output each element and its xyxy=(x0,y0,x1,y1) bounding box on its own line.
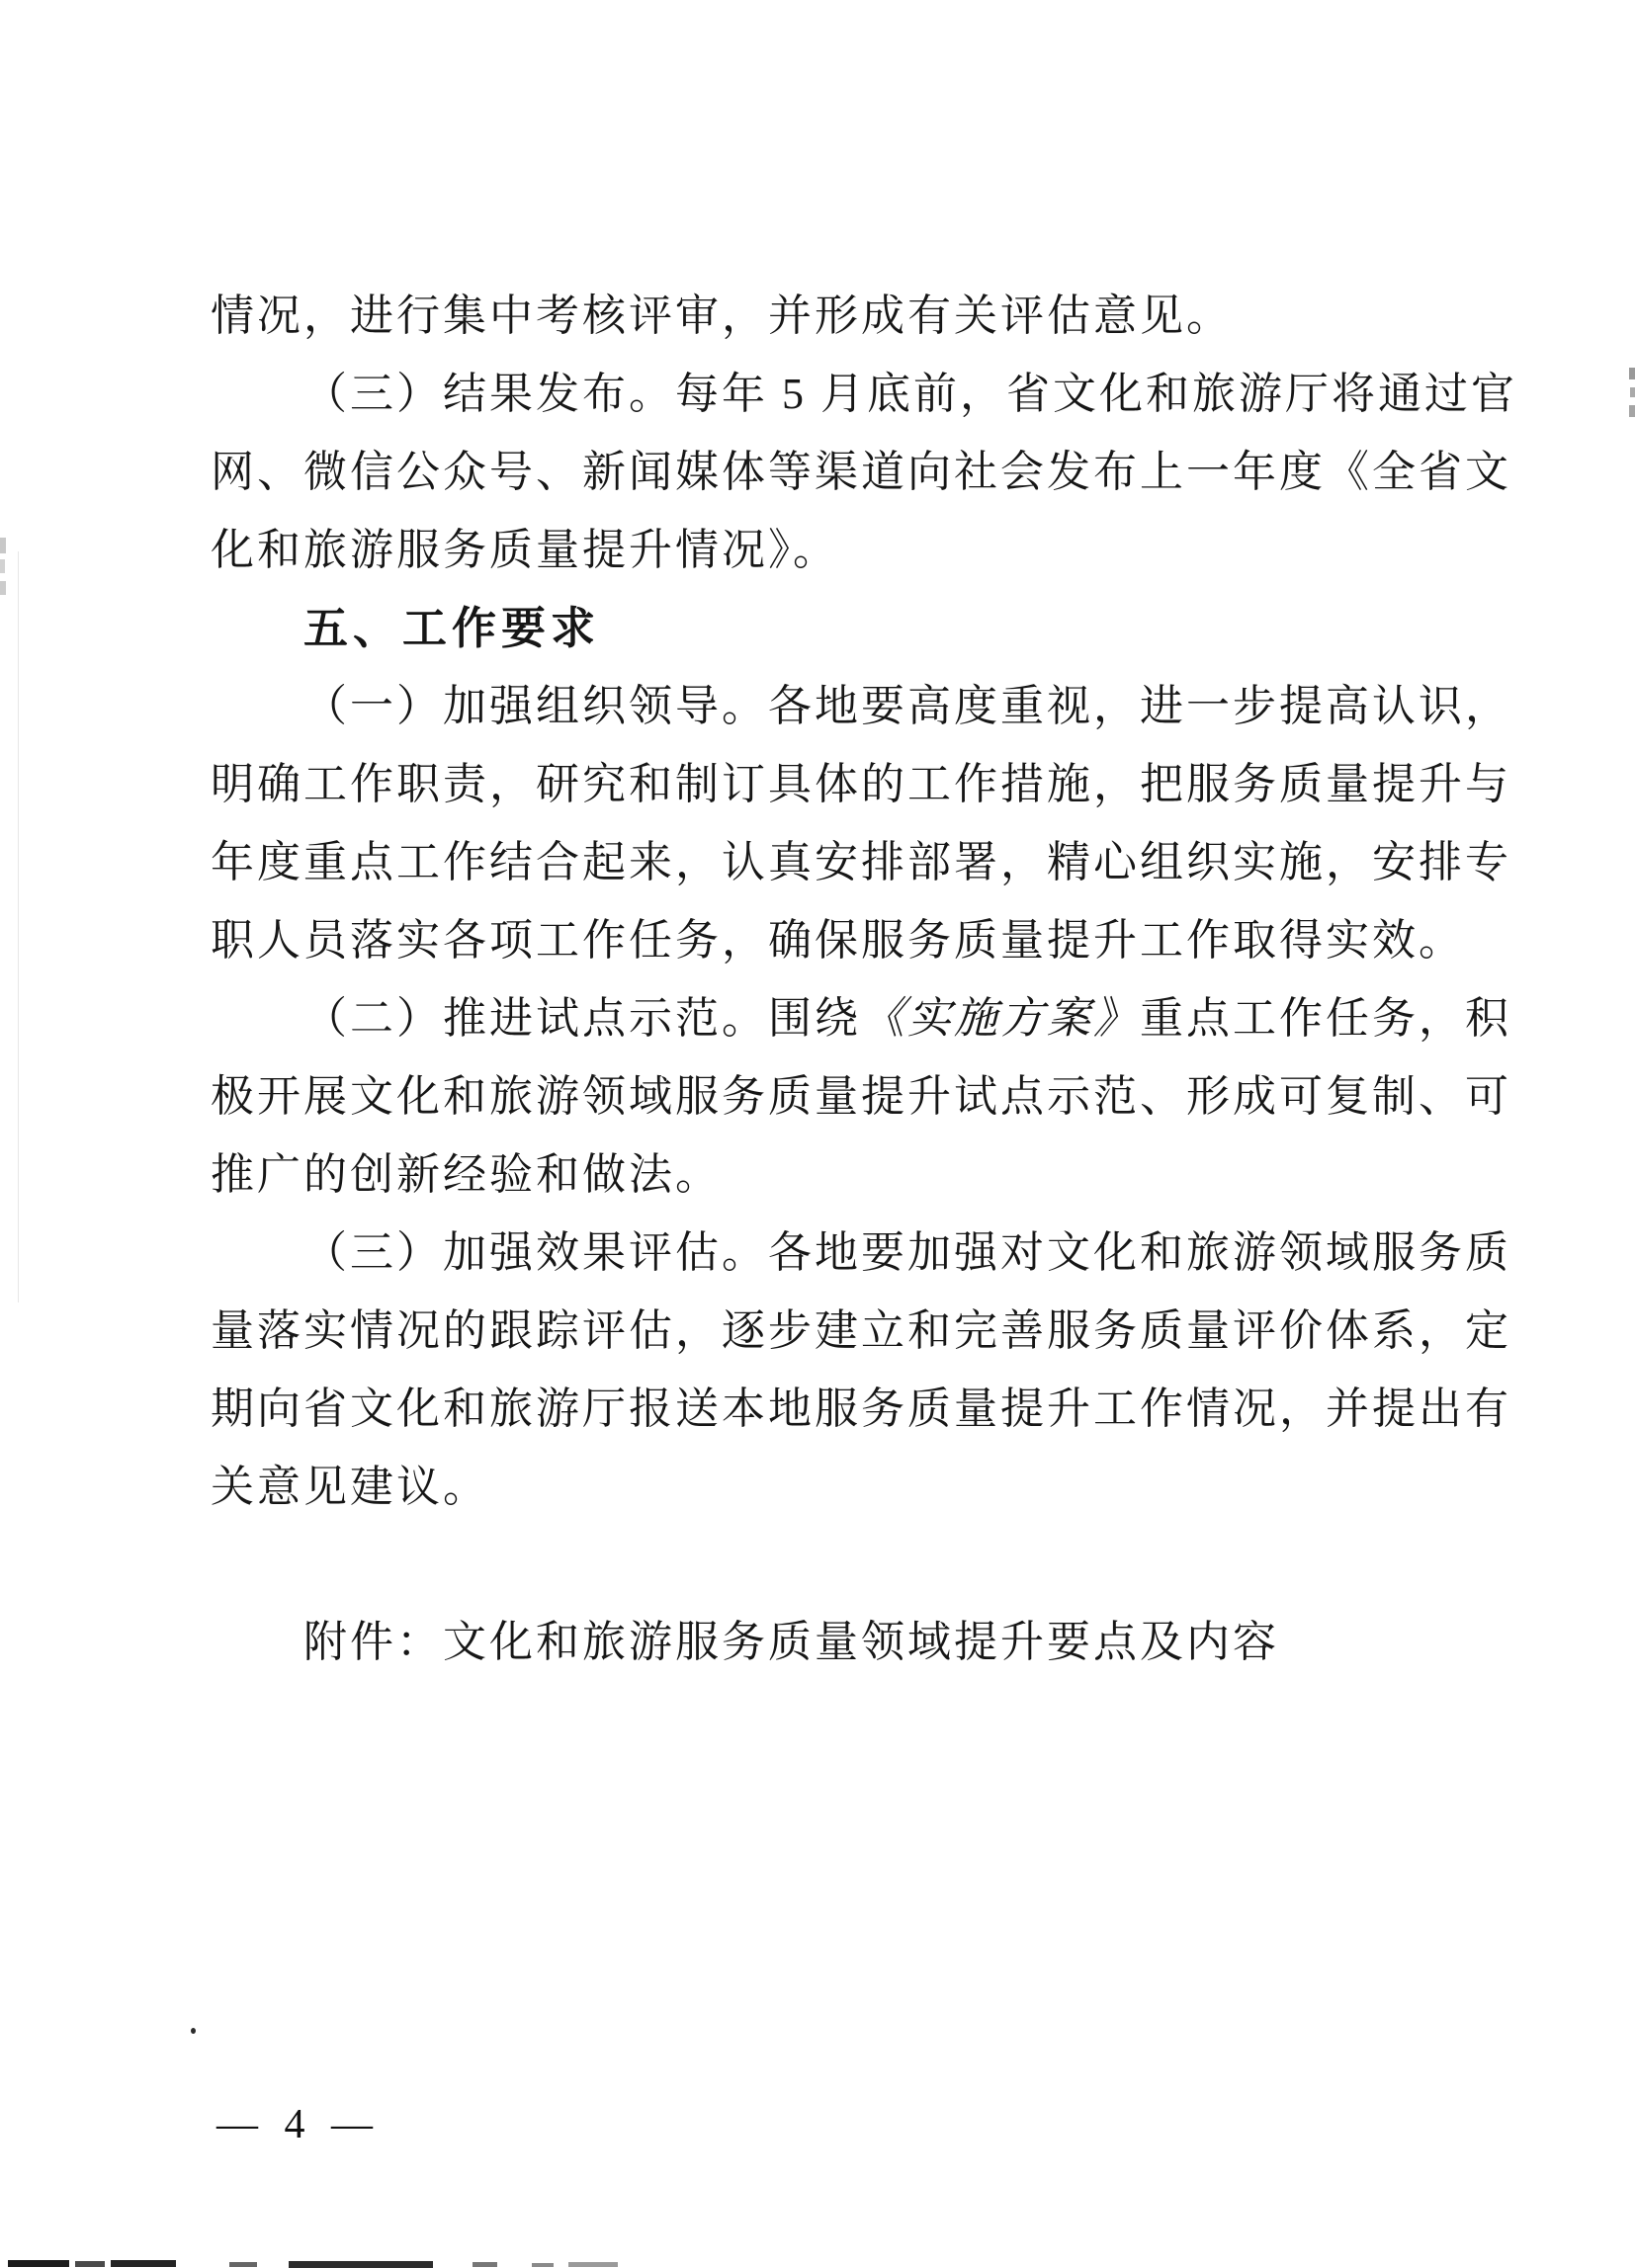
attachment-line: 附件：文化和旅游服务质量领域提升要点及内容 xyxy=(303,1618,1279,1666)
scan-bottom-smudge xyxy=(75,2261,105,2267)
body-line: 关意见建议。 xyxy=(211,1463,489,1511)
scan-edge-mark xyxy=(1629,405,1635,417)
scan-bottom-smudge xyxy=(229,2262,257,2267)
scan-bottom-smudge xyxy=(532,2263,554,2267)
body-line: 情况，进行集中考核评审，并形成有关评估意见。 xyxy=(211,292,1233,340)
body-line xyxy=(211,979,1511,1058)
scan-edge-mark xyxy=(0,559,5,573)
body-line: （三）加强效果评估。各地要加强对文化和旅游领域服务质 xyxy=(303,1228,1511,1277)
body-line: （一）加强组织领导。各地要高度重视，进一步提高认识， xyxy=(303,682,1511,730)
scan-bottom-smudge xyxy=(8,2260,69,2267)
scan-edge-mark xyxy=(0,581,6,595)
body-line: （三）结果发布。每年 5 月底前，省文化和旅游厅将通过官 xyxy=(303,370,1517,418)
scan-bottom-smudge xyxy=(111,2260,176,2267)
scan-edge-mark xyxy=(1630,387,1635,397)
scan-bottom-smudge xyxy=(289,2261,433,2268)
scan-speck xyxy=(191,2028,196,2034)
section-heading: 五、工作要求 xyxy=(303,603,601,653)
body-line: 极开展文化和旅游领域服务质量提升试点示范、形成可复制、可 xyxy=(211,1072,1511,1121)
book-title-reference: 《实施方案》 xyxy=(861,994,1140,1043)
body-line: 量落实情况的跟踪评估，逐步建立和完善服务质量评价体系，定 xyxy=(211,1306,1511,1355)
body-line: 推广的创新经验和做法。 xyxy=(211,1150,722,1199)
scan-bottom-smudge xyxy=(568,2262,618,2267)
body-text-segment: （二）推进试点示范。围绕 xyxy=(303,994,861,1043)
scan-edge-mark xyxy=(0,538,6,553)
page-number: — 4 — xyxy=(216,2102,381,2147)
scan-edge-line xyxy=(18,551,19,1302)
body-line: 职人员落实各项工作任务，确保服务质量提升工作取得实效。 xyxy=(211,916,1465,965)
scan-edge-mark xyxy=(1629,368,1635,379)
body-line: 化和旅游服务质量提升情况》。 xyxy=(211,526,839,574)
body-line: 明确工作职责，研究和制订具体的工作措施，把服务质量提升与 xyxy=(211,760,1511,808)
body-line: 期向省文化和旅游厅报送本地服务质量提升工作情况，并提出有 xyxy=(211,1385,1511,1433)
body-text-segment: 重点工作任务，积 xyxy=(1140,994,1511,1043)
body-line: 网、微信公众号、新闻媒体等渠道向社会发布上一年度《全省文 xyxy=(211,448,1511,496)
scan-bottom-smudge xyxy=(473,2262,497,2267)
body-line: 年度重点工作结合起来，认真安排部署，精心组织实施，安排专 xyxy=(211,838,1511,886)
